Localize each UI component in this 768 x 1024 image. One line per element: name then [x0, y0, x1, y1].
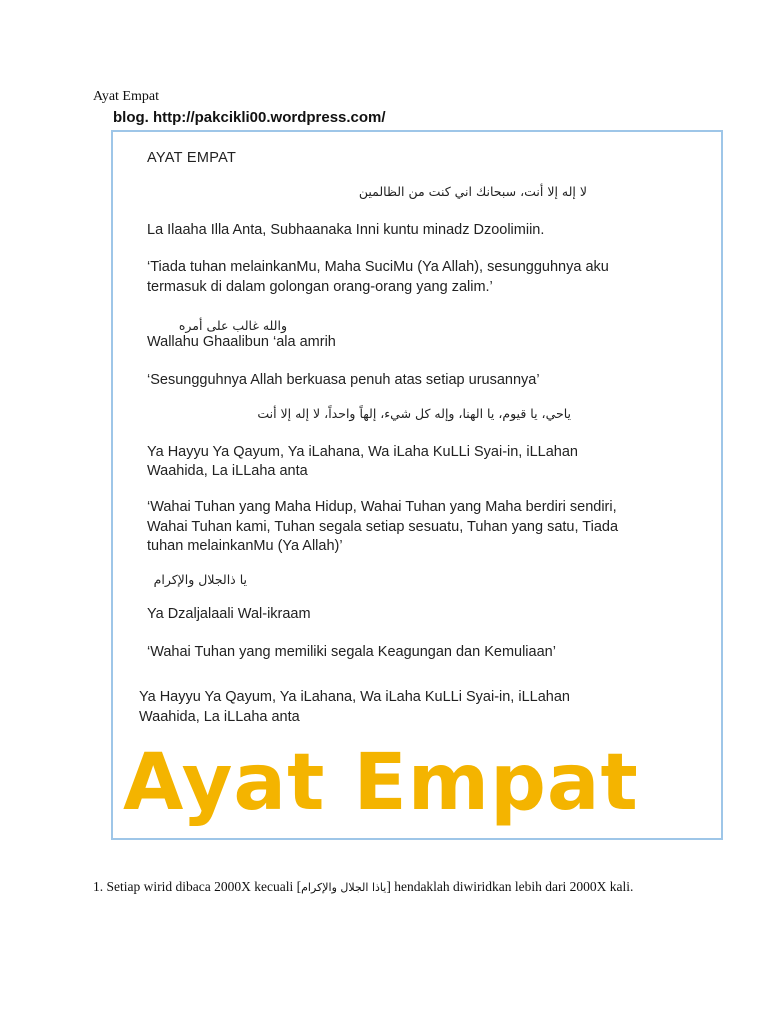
meaning-3-line-3: tuhan melainkanMu (Ya Allah)’ — [147, 538, 343, 554]
meaning-4: ‘Wahai Tuhan yang memiliki segala Keagungan dan Kemuliaan’ — [147, 644, 556, 660]
arabic-verse-1: لا إله إلا أنت، سبحانك اني كنت من الظالمين — [358, 184, 587, 199]
footnote-arabic: ياذا الجلال والإكرام — [301, 881, 387, 894]
meaning-1-line-2: termasuk di dalam golongan orang-orang yang zalim.’ — [147, 279, 493, 295]
ayat-empat-banner: Ayat Empat — [123, 738, 639, 828]
scan-heading: AYAT EMPAT — [147, 150, 237, 166]
blog-url-caption: blog. http://pakcikli00.wordpress.com/ — [113, 109, 386, 126]
repeat-line-2: Waahida, La iLLaha anta — [139, 709, 300, 725]
footnote-text-after: ] hendaklah diwiridkan lebih dari 2000X kali. — [386, 879, 634, 894]
repeat-line-1: Ya Hayyu Ya Qayum, Ya iLahana, Wa iLaha KuLLi Syai-in, iLLahan — [139, 689, 570, 705]
transliteration-3-line-1: Ya Hayyu Ya Qayum, Ya iLahana, Wa iLaha KuLLi Syai-in, iLLahan — [147, 444, 578, 460]
scanned-image — [111, 130, 723, 840]
arabic-verse-2: والله غالب على أمره — [178, 318, 287, 333]
transliteration-4: Ya Dzaljalaali Wal-ikraam — [147, 606, 311, 622]
footnote — [93, 879, 633, 895]
meaning-2: ‘Sesungguhnya Allah berkuasa penuh atas setiap urusannya’ — [147, 372, 540, 388]
transliteration-3-line-2: Waahida, La iLLaha anta — [147, 463, 308, 479]
arabic-verse-3: ياحي، يا قيوم، يا الهنا، وإله كل شيء، إلهاً واحداً، لا إله إلا أنت — [257, 406, 571, 421]
footnote-text-before: 1. Setiap wirid dibaca 2000X kecuali [ — [93, 879, 302, 894]
transliteration-1: La Ilaaha Illa Anta, Subhaanaka Inni kuntu minadz Dzoolimiin. — [147, 222, 545, 238]
arabic-verse-4: يا ذالجلال والإكرام — [153, 572, 247, 587]
meaning-1-line-1: ‘Tiada tuhan melainkanMu, Maha SuciMu (Ya Allah), sesungguhnya aku — [147, 259, 609, 275]
meaning-3-line-1: ‘Wahai Tuhan yang Maha Hidup, Wahai Tuhan yang Maha berdiri sendiri, — [147, 499, 617, 515]
transliteration-2: Wallahu Ghaalibun ‘ala amrih — [147, 334, 336, 350]
meaning-3-line-2: Wahai Tuhan kami, Tuhan segala setiap sesuatu, Tuhan yang satu, Tiada — [147, 519, 619, 535]
document-title: Ayat Empat — [93, 89, 159, 104]
